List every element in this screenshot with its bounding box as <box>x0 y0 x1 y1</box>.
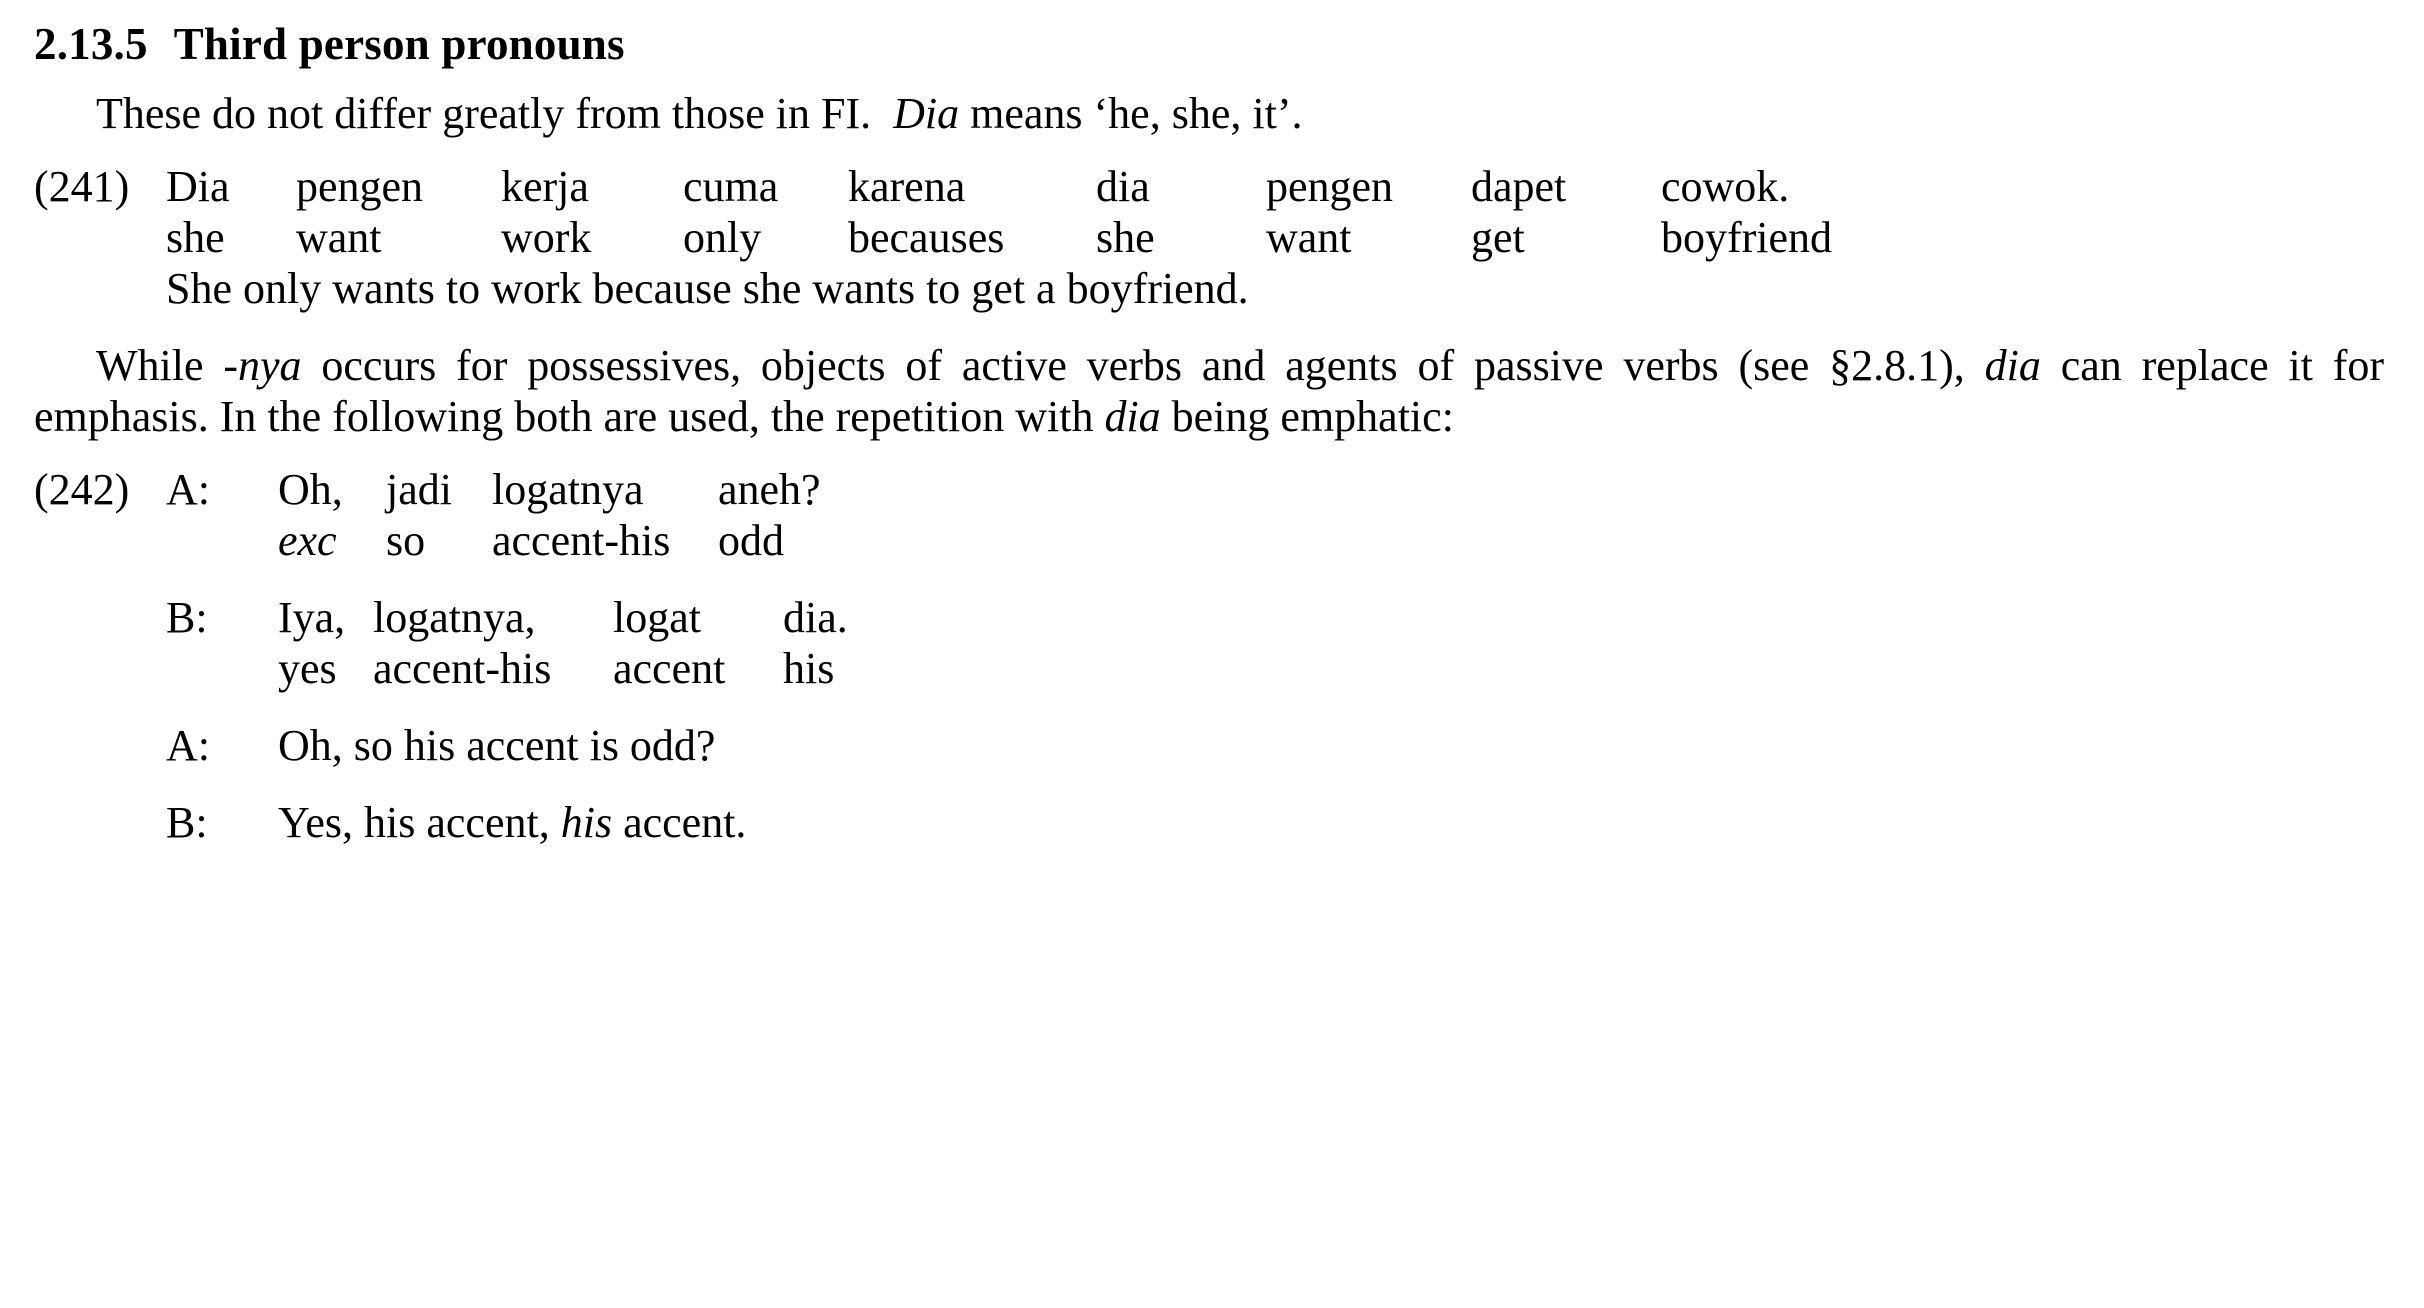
source-word: logatnya <box>492 465 644 515</box>
source-word: Oh, <box>278 465 343 515</box>
source-word: jadi <box>386 465 452 515</box>
body-term-nya: -nya <box>223 341 302 391</box>
free-translation <box>278 797 2384 848</box>
source-word: karena <box>848 162 966 212</box>
source-word: dapet <box>1471 162 1567 212</box>
speaker-label: A: <box>166 721 210 771</box>
body-term-dia-2: dia <box>1104 392 1161 442</box>
example-242 <box>34 464 2384 848</box>
gloss-word: she <box>1096 213 1155 263</box>
gloss-word: yes <box>278 644 337 694</box>
free-emphasis: his <box>560 798 613 848</box>
source-word: pengen <box>296 162 424 212</box>
turn-body <box>278 464 2384 566</box>
page-title <box>34 18 2384 70</box>
gloss-word: odd <box>718 516 784 566</box>
gloss-word: accent-his <box>492 516 671 566</box>
dialogue-turn <box>166 720 2384 771</box>
gloss-word: want <box>296 213 382 263</box>
source-word: logatnya, <box>373 593 536 643</box>
speaker-label: B: <box>166 593 208 643</box>
free-translation <box>278 720 2384 771</box>
body-paragraph <box>34 340 2384 442</box>
gloss-word: his <box>783 644 835 694</box>
dialogue <box>166 464 2384 848</box>
gloss-word: she <box>166 213 225 263</box>
source-word: cowok. <box>1661 162 1790 212</box>
gloss-word: so <box>386 516 426 566</box>
example-number: (242) <box>34 465 130 515</box>
example-number: (241) <box>34 162 130 212</box>
body-text-4: being emphatic: <box>1171 392 1454 442</box>
gloss-word: only <box>683 213 762 263</box>
source-line <box>278 464 2384 515</box>
free-text: Yes, his accent, <box>278 798 550 848</box>
dialogue-turn <box>166 797 2384 848</box>
gloss-word: boyfriend <box>1661 213 1833 263</box>
source-word: cuma <box>683 162 779 212</box>
dialogue-turn <box>166 464 2384 566</box>
body-text-3: can replace it for emphasis. In the following both are used, the repetition with <box>34 341 2385 442</box>
intro-text-1: These do not differ greatly from those in FI. <box>96 89 872 138</box>
gloss-line <box>278 643 2384 694</box>
source-word: logat <box>613 593 701 643</box>
section-title: Third person pronouns <box>173 19 625 69</box>
dialogue-turn <box>166 592 2384 694</box>
gloss-word: exc <box>278 516 337 566</box>
source-word: Iya, <box>278 593 346 643</box>
gloss-word: work <box>501 213 592 263</box>
source-word: Dia <box>166 162 230 212</box>
body-text-2: occurs for possessives, objects of active verbs and agents of passive verbs (see §2.8.1), <box>321 341 1965 391</box>
gloss-word: accent-his <box>373 644 552 694</box>
gloss-word: becauses <box>848 213 1005 263</box>
body-term-dia-1: dia <box>1984 341 2041 391</box>
source-word: pengen <box>1266 162 1394 212</box>
source-word: dia <box>1096 162 1150 212</box>
turn-body <box>278 797 2384 848</box>
speaker-label: A: <box>166 465 210 515</box>
source-word: kerja <box>501 162 589 212</box>
turn-body <box>278 592 2384 694</box>
gloss-line <box>278 515 2384 566</box>
gloss-word: want <box>1266 213 1352 263</box>
free-translation: She only wants to work because she wants to get a boyfriend. <box>166 264 1249 314</box>
example-body <box>166 161 2384 314</box>
intro-paragraph <box>34 88 2384 139</box>
source-word: dia. <box>783 593 848 643</box>
gloss-word: get <box>1471 213 1525 263</box>
speaker-label: B: <box>166 798 208 848</box>
free-text-tail: accent. <box>623 798 747 848</box>
intro-term-dia: Dia <box>893 89 960 138</box>
source-line <box>166 161 2384 212</box>
gloss-word: accent <box>613 644 726 694</box>
intro-text-2: means ‘he, she, it’. <box>970 89 1303 138</box>
section-number: 2.13.5 <box>34 19 148 69</box>
example-241 <box>34 161 2384 314</box>
source-word: aneh? <box>718 465 821 515</box>
turn-body <box>278 720 2384 771</box>
gloss-line <box>166 212 2384 263</box>
free-text: Oh, so his accent is odd? <box>278 721 716 771</box>
source-line <box>278 592 2384 643</box>
body-text-1: While <box>96 341 204 391</box>
